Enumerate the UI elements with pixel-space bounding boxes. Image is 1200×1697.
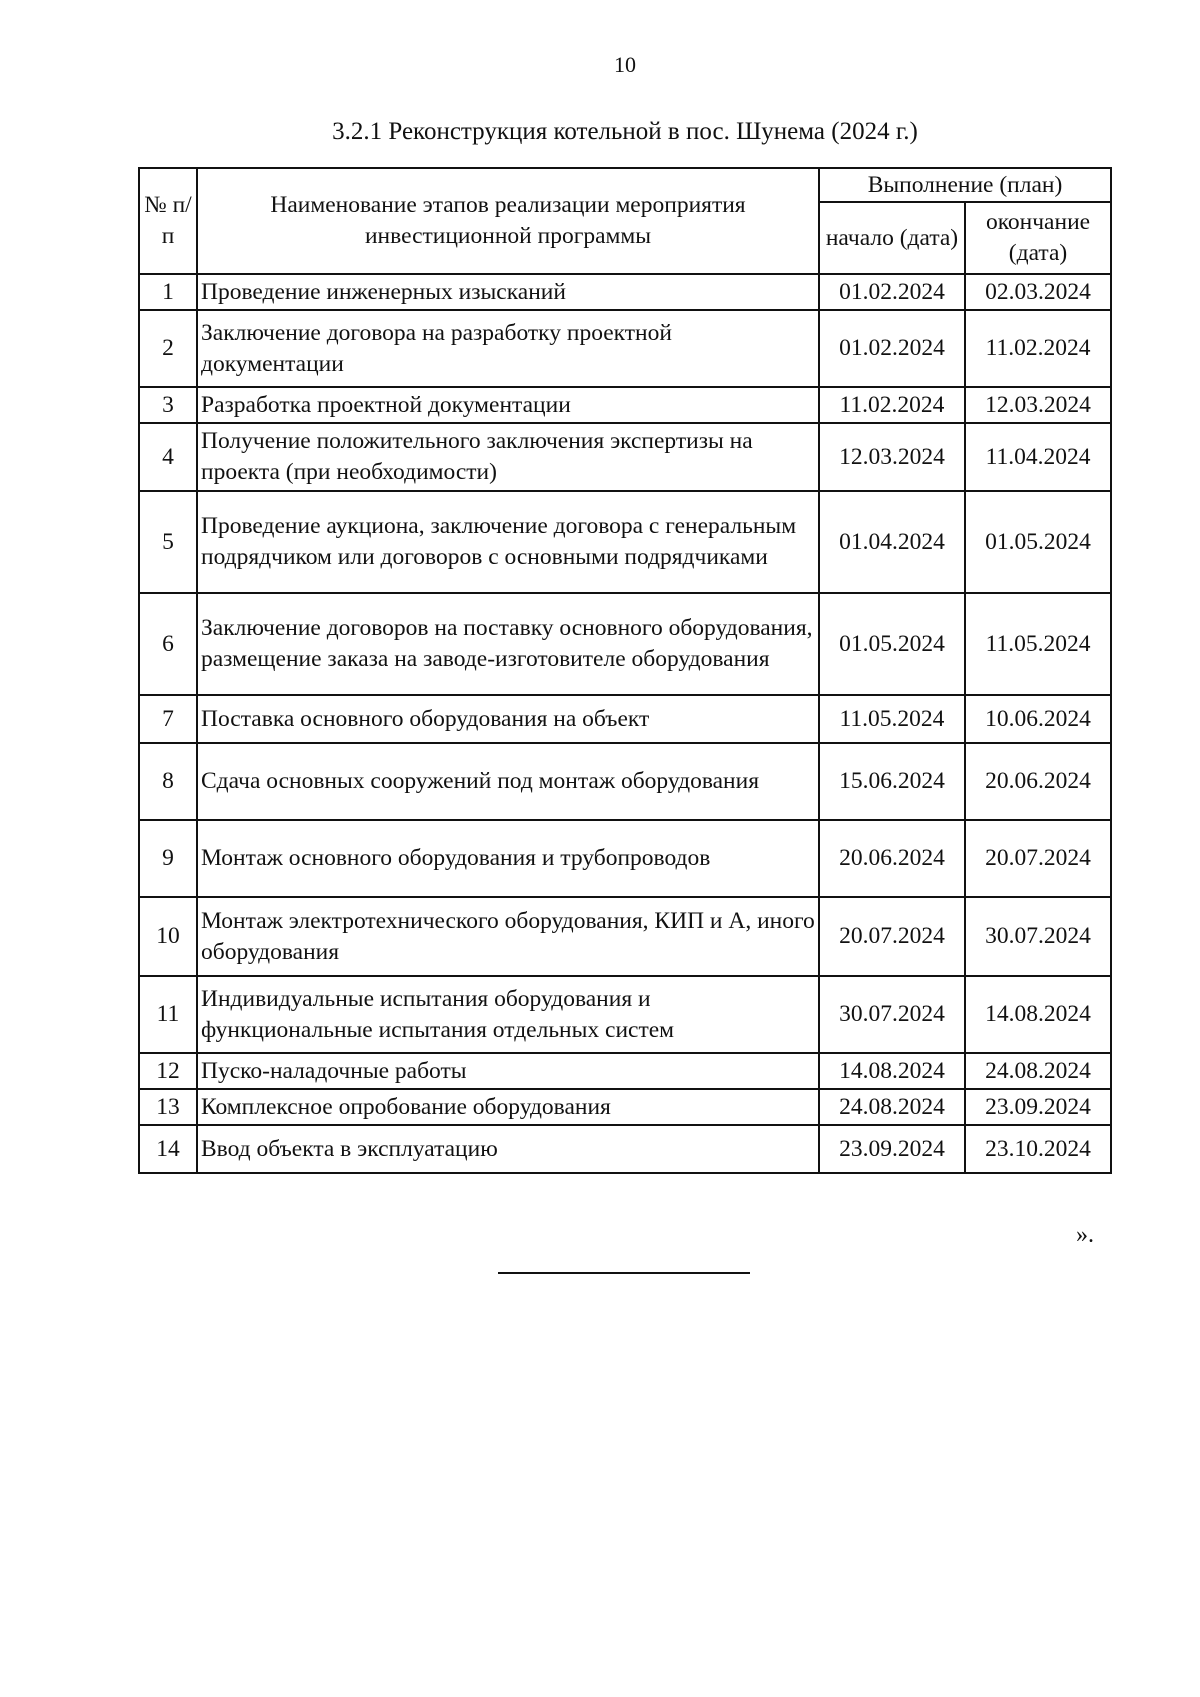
row-number: 12 <box>139 1053 197 1089</box>
row-end-date: 23.10.2024 <box>965 1125 1111 1173</box>
row-stage: Ввод объекта в эксплуатацию <box>197 1125 819 1173</box>
row-start-date: 11.02.2024 <box>819 387 965 423</box>
table-row <box>139 491 1111 593</box>
row-number: 14 <box>139 1125 197 1173</box>
row-stage: Индивидуальные испытания оборудования и функциональные испытания отдельных систем <box>197 976 819 1053</box>
row-end-date: 20.07.2024 <box>965 820 1111 897</box>
row-stage: Комплексное опробование оборудования <box>197 1089 819 1125</box>
table-row <box>139 976 1111 1053</box>
table-row <box>139 1053 1111 1089</box>
table-row <box>139 743 1111 820</box>
row-stage: Пуско-наладочные работы <box>197 1053 819 1089</box>
row-end-date: 01.05.2024 <box>965 491 1111 593</box>
row-number: 10 <box>139 897 197 976</box>
row-end-date: 02.03.2024 <box>965 274 1111 310</box>
table-row <box>139 274 1111 310</box>
row-number: 9 <box>139 820 197 897</box>
header-stage: Наименование этапов реализации мероприятия инвестиционной программы <box>197 168 819 274</box>
row-number: 6 <box>139 593 197 695</box>
row-end-date: 14.08.2024 <box>965 976 1111 1053</box>
row-end-date: 23.09.2024 <box>965 1089 1111 1125</box>
row-number: 5 <box>139 491 197 593</box>
row-number: 13 <box>139 1089 197 1125</box>
row-stage: Проведение аукциона, заключение договора с генеральным подрядчиком или договоров с основными подрядчиками <box>197 491 819 593</box>
row-start-date: 14.08.2024 <box>819 1053 965 1089</box>
row-stage: Заключение договоров на поставку основного оборудования, размещение заказа на заводе-изготовителе оборудования <box>197 593 819 695</box>
row-number: 11 <box>139 976 197 1053</box>
row-end-date: 20.06.2024 <box>965 743 1111 820</box>
table-row <box>139 1125 1111 1173</box>
row-stage: Разработка проектной документации <box>197 387 819 423</box>
row-start-date: 15.06.2024 <box>819 743 965 820</box>
row-end-date: 12.03.2024 <box>965 387 1111 423</box>
row-start-date: 30.07.2024 <box>819 976 965 1053</box>
row-start-date: 23.09.2024 <box>819 1125 965 1173</box>
row-start-date: 12.03.2024 <box>819 423 965 491</box>
row-end-date: 30.07.2024 <box>965 897 1111 976</box>
row-start-date: 20.06.2024 <box>819 820 965 897</box>
row-stage: Поставка основного оборудования на объект <box>197 695 819 743</box>
table-row <box>139 423 1111 491</box>
row-start-date: 24.08.2024 <box>819 1089 965 1125</box>
table-row <box>139 897 1111 976</box>
table-row <box>139 310 1111 387</box>
row-number: 7 <box>139 695 197 743</box>
table-row <box>139 1089 1111 1125</box>
table-row <box>139 387 1111 423</box>
row-end-date: 11.05.2024 <box>965 593 1111 695</box>
row-number: 4 <box>139 423 197 491</box>
row-stage: Монтаж электротехнического оборудования, КИП и А, иного оборудования <box>197 897 819 976</box>
row-stage: Монтаж основного оборудования и трубопроводов <box>197 820 819 897</box>
row-start-date: 01.04.2024 <box>819 491 965 593</box>
row-end-date: 24.08.2024 <box>965 1053 1111 1089</box>
header-execution: Выполнение (план) <box>819 168 1111 202</box>
header-num: № п/п <box>139 168 197 274</box>
schedule-table <box>138 167 1112 1174</box>
row-number: 1 <box>139 274 197 310</box>
row-start-date: 01.02.2024 <box>819 274 965 310</box>
section-title: 3.2.1 Реконструкция котельной в пос. Шунема (2024 г.) <box>332 118 918 145</box>
row-stage: Сдача основных сооружений под монтаж оборудования <box>197 743 819 820</box>
row-stage: Получение положительного заключения экспертизы на проекта (при необходимости) <box>197 423 819 491</box>
page-number: 10 <box>614 52 636 77</box>
header-start: начало (дата) <box>819 202 965 274</box>
row-start-date: 01.02.2024 <box>819 310 965 387</box>
row-start-date: 11.05.2024 <box>819 695 965 743</box>
row-end-date: 11.02.2024 <box>965 310 1111 387</box>
row-stage: Заключение договора на разработку проектной документации <box>197 310 819 387</box>
table-row <box>139 695 1111 743</box>
row-number: 8 <box>139 743 197 820</box>
row-end-date: 10.06.2024 <box>965 695 1111 743</box>
row-start-date: 20.07.2024 <box>819 897 965 976</box>
row-stage: Проведение инженерных изысканий <box>197 274 819 310</box>
row-number: 2 <box>139 310 197 387</box>
row-end-date: 11.04.2024 <box>965 423 1111 491</box>
horizontal-rule <box>498 1272 750 1274</box>
row-start-date: 01.05.2024 <box>819 593 965 695</box>
table-row <box>139 820 1111 897</box>
closing-quote: ». <box>1076 1222 1094 1248</box>
row-number: 3 <box>139 387 197 423</box>
table-row <box>139 593 1111 695</box>
header-end: окончание (дата) <box>965 202 1111 274</box>
